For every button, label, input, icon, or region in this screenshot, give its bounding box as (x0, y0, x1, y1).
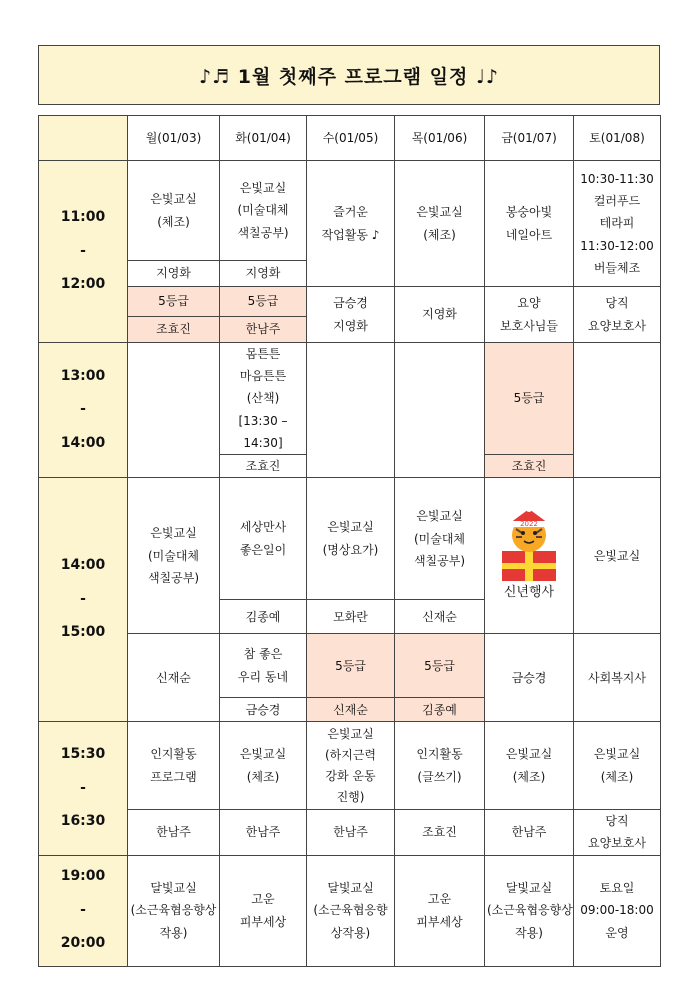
cell-sat-1400-b: 사회복지사 (574, 634, 661, 722)
staff-thu-1530: 조효진 (395, 810, 485, 855)
cell-fri-1900: 달빛교실 (소근육협응향상 작용) (485, 855, 574, 966)
cell-fri-1100-b: 요양 보호사님들 (485, 287, 574, 343)
block4-row-b (39, 810, 661, 855)
cell-tue-1300: 몸튼튼 마음튼튼 (산책) [13:30 –14:30] (220, 343, 307, 455)
block3-row-a (39, 478, 661, 600)
block2-row-a (39, 343, 661, 455)
cell-wed-1900: 달빛교실 (소근육협응향 상작용) (307, 855, 395, 966)
cell-mon-1400-b: 신재순 (128, 634, 220, 722)
staff-tue-1100: 지영화 (220, 261, 307, 287)
staff-sat-1530: 당직 요양보호사 (574, 810, 661, 855)
cell-thu-1530: 인지활동 (글쓰기) (395, 722, 485, 810)
cell-fri-1400-b: 금승경 (485, 634, 574, 722)
staff-thu-1400: 신재순 (395, 600, 485, 634)
cell-thu-1300 (395, 343, 485, 478)
staff-tue-1300: 조효진 (220, 454, 307, 477)
header-corner (39, 116, 128, 161)
staff-fri-1300: 조효진 (485, 454, 574, 477)
cell-sat-1100: 10:30-11:30 컬러푸드 테라피 11:30-12:00 버들체조 (574, 161, 661, 287)
staff-mon-1100: 지영화 (128, 261, 220, 287)
day-header-fri: 금(01/07) (485, 116, 574, 161)
cell-mon-1400: 은빛교실 (미술대체 색칠공부) (128, 478, 220, 634)
cell-tue-1400: 세상만사 좋은일이 (220, 478, 307, 600)
time-slot-1400: 14:00 - 15:00 (39, 478, 128, 722)
cell-thu-1100-b: 지영화 (395, 287, 485, 343)
grade-staff-tue-1100: 한남주 (220, 317, 307, 343)
header-row (39, 116, 661, 161)
grade-thu-1400: 5등급 (395, 634, 485, 698)
cell-thu-1100: 은빛교실 (체조) (395, 161, 485, 287)
cell-tue-1530: 은빛교실 (체조) (220, 722, 307, 810)
cell-mon-1100: 은빛교실 (체조) (128, 161, 220, 261)
cell-mon-1530: 인지활동 프로그램 (128, 722, 220, 810)
grade-mon-1100: 5등급 (128, 287, 220, 317)
cell-fri-1100: 봉숭아빛 네일아트 (485, 161, 574, 287)
cell-sat-1100-b: 당직 요양보호사 (574, 287, 661, 343)
staff-fri-1530: 한남주 (485, 810, 574, 855)
cell-wed-1100-b: 금승경 지영화 (307, 287, 395, 343)
cell-fri-1530: 은빛교실 (체조) (485, 722, 574, 810)
grade-wed-1400: 5등급 (307, 634, 395, 698)
staff-mon-1530: 한남주 (128, 810, 220, 855)
day-header-wed: 수(01/05) (307, 116, 395, 161)
grade-staff-wed-1400: 신재순 (307, 698, 395, 722)
time-slot-1100: 11:00 - 12:00 (39, 161, 128, 343)
staff-tue-1400-b: 금승경 (220, 698, 307, 722)
time-slot-1300: 13:00 - 14:00 (39, 343, 128, 478)
time-slot-1530: 15:30 - 16:30 (39, 722, 128, 855)
cell-sat-1900: 토요일 09:00-18:00 운영 (574, 855, 661, 966)
cell-mon-1900: 달빛교실 (소근육협응향상 작용) (128, 855, 220, 966)
cell-thu-1400: 은빛교실 (미술대체 색칠공부) (395, 478, 485, 600)
block3-row-c (39, 634, 661, 698)
svg-text:2022: 2022 (520, 519, 538, 528)
tiger-gift-icon (494, 507, 564, 585)
day-header-sat: 토(01/08) (574, 116, 661, 161)
cell-wed-1100: 즐거운 작업활동 ♪ (307, 161, 395, 287)
grade-tue-1100: 5등급 (220, 287, 307, 317)
cell-tue-1400-b: 참 좋은 우리 동네 (220, 634, 307, 698)
staff-wed-1400: 모화란 (307, 600, 395, 634)
cell-wed-1400: 은빛교실 (명상요가) (307, 478, 395, 600)
cell-wed-1530: 은빛교실 (하지근력 강화 운동 진행) (307, 722, 395, 810)
day-header-thu: 목(01/06) (395, 116, 485, 161)
cell-wed-1300 (307, 343, 395, 478)
cell-thu-1900: 고운 피부세상 (395, 855, 485, 966)
cell-mon-1300 (128, 343, 220, 478)
cell-tue-1900: 고운 피부세상 (220, 855, 307, 966)
schedule-table (38, 115, 661, 967)
cell-fri-1300: 5등급 (485, 343, 574, 455)
day-header-tue: 화(01/04) (220, 116, 307, 161)
staff-tue-1400: 김종예 (220, 600, 307, 634)
block1-row-a (39, 161, 661, 261)
cell-sat-1300 (574, 343, 661, 478)
day-header-mon: 월(01/03) (128, 116, 220, 161)
block4-row-a (39, 722, 661, 810)
time-slot-1900: 19:00 - 20:00 (39, 855, 128, 966)
grade-staff-thu-1400: 김종예 (395, 698, 485, 722)
cell-sat-1400: 은빛교실 (574, 478, 661, 634)
grade-staff-mon-1100: 조효진 (128, 317, 220, 343)
staff-tue-1530: 한남주 (220, 810, 307, 855)
block5-row (39, 855, 661, 966)
staff-wed-1530: 한남주 (307, 810, 395, 855)
cell-fri-1400 (485, 478, 574, 634)
block1-row-c (39, 287, 661, 317)
event-label: 신년행사 (503, 584, 555, 600)
page-title: ♪♬ 1월 첫째주 프로그램 일정 ♩♪ (38, 45, 660, 105)
cell-sat-1530: 은빛교실 (체조) (574, 722, 661, 810)
cell-tue-1100: 은빛교실 (미술대체 색칠공부) (220, 161, 307, 261)
